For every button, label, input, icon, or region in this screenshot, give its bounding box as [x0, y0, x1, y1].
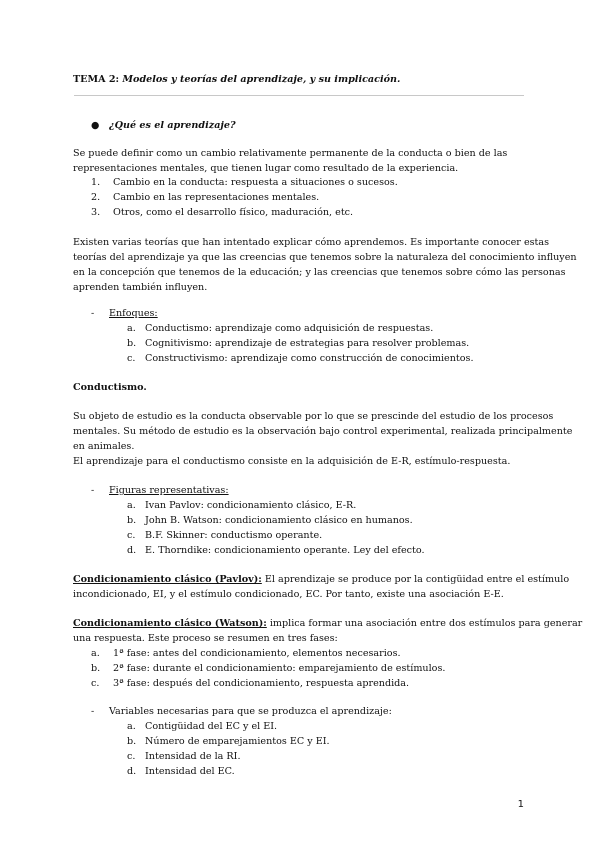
paragraph-line: una respuesta. Este proceso se resumen en tres fases:	[73, 633, 338, 644]
variables-label: Variables necesarias para que se produzca el aprendizaje:	[109, 706, 392, 717]
paragraph-line: Se puede definir como un cambio relativamente permanente de la conducta o bien de las	[73, 148, 508, 159]
list-item: 3. Otros, como el desarrollo físico, maduración, etc.	[91, 207, 354, 218]
list-item: 1. Cambio en la conducta: respuesta a situaciones o sucesos.	[91, 177, 398, 188]
pavlov-paragraph: Condicionamiento clásico (Pavlov): El aprendizaje se produce por la contigüidad entre el estímulo	[73, 574, 570, 585]
list-item: c. 3ª fase: después del condicionamiento, respuesta aprendida.	[91, 678, 410, 689]
list-item: b. John B. Watson: condicionamiento clásico en humanos.	[127, 515, 413, 526]
page-number: 1	[517, 799, 524, 810]
list-item: c. Intensidad de la RI.	[127, 751, 241, 762]
paragraph-line: en la concepción que tenemos de la educación; y las creencias que tenemos sobre cómo las personas	[73, 267, 566, 278]
list-item: b. 2ª fase: durante el condicionamiento: emparejamiento de estímulos.	[91, 663, 446, 674]
enfoques-label: Enfoques:	[109, 308, 158, 319]
figuras-label: Figuras representativas:	[109, 485, 229, 496]
heading-conductismo: Conductismo.	[73, 382, 147, 393]
list-item: a. 1ª fase: antes del condicionamiento, elementos necesarios.	[91, 648, 401, 659]
watson-paragraph: Condicionamiento clásico (Watson): implica formar una asociación entre dos estímulos para generar	[73, 618, 583, 629]
list-item: c. Constructivismo: aprendizaje como construcción de conocimientos.	[127, 353, 474, 364]
list-item: d. E. Thorndike: condicionamiento operante. Ley del efecto.	[127, 545, 425, 556]
paragraph-line: Existen varias teorías que han intentado explicar cómo aprendemos. Es importante conocer estas	[73, 237, 550, 248]
list-item: a. Ivan Pavlov: condicionamiento clásico, E-R.	[127, 500, 357, 511]
list-item: a. Conductismo: aprendizaje como adquisición de respuestas.	[127, 323, 434, 334]
dash-marker: -	[91, 308, 95, 319]
title-divider	[74, 95, 524, 96]
paragraph-line: incondicionado, EI, y el estímulo condicionado, EC. Por tanto, existe una asociación E-E.	[73, 589, 504, 600]
question-bullet: ●	[91, 120, 100, 131]
list-item: a. Contigüidad del EC y el EI.	[127, 721, 278, 732]
paragraph-line: representaciones mentales, que tienen lugar como resultado de la experiencia.	[73, 163, 459, 174]
paragraph-line: mentales. Su método de estudio es la observación bajo control experimental, realizada principalmente	[73, 426, 573, 437]
list-item: b. Número de emparejamientos EC y EI.	[127, 736, 330, 747]
document-title: TEMA 2: Modelos y teorías del aprendizaje, y su implicación.	[73, 74, 401, 85]
list-item: b. Cognitivismo: aprendizaje de estrategias para resolver problemas.	[127, 338, 470, 349]
list-item: 2. Cambio en las representaciones mentales.	[91, 192, 320, 203]
paragraph-line: en animales.	[73, 441, 135, 452]
list-item: d. Intensidad del EC.	[127, 766, 235, 777]
list-item: c. B.F. Skinner: conductismo operante.	[127, 530, 323, 541]
paragraph-line: Su objeto de estudio es la conducta observable por lo que se prescinde del estudio de los procesos	[73, 411, 554, 422]
paragraph-line: aprenden también influyen.	[73, 282, 208, 293]
dash-marker: -	[91, 706, 95, 717]
paragraph-line: teorías del aprendizaje ya que las creencias que tenemos sobre la naturaleza del conocimiento influyen	[73, 252, 577, 263]
paragraph-line: El aprendizaje para el conductismo consiste en la adquisición de E-R, estímulo-respuesta.	[73, 456, 511, 467]
section-question: ¿Qué es el aprendizaje?	[109, 120, 236, 131]
dash-marker: -	[91, 485, 95, 496]
